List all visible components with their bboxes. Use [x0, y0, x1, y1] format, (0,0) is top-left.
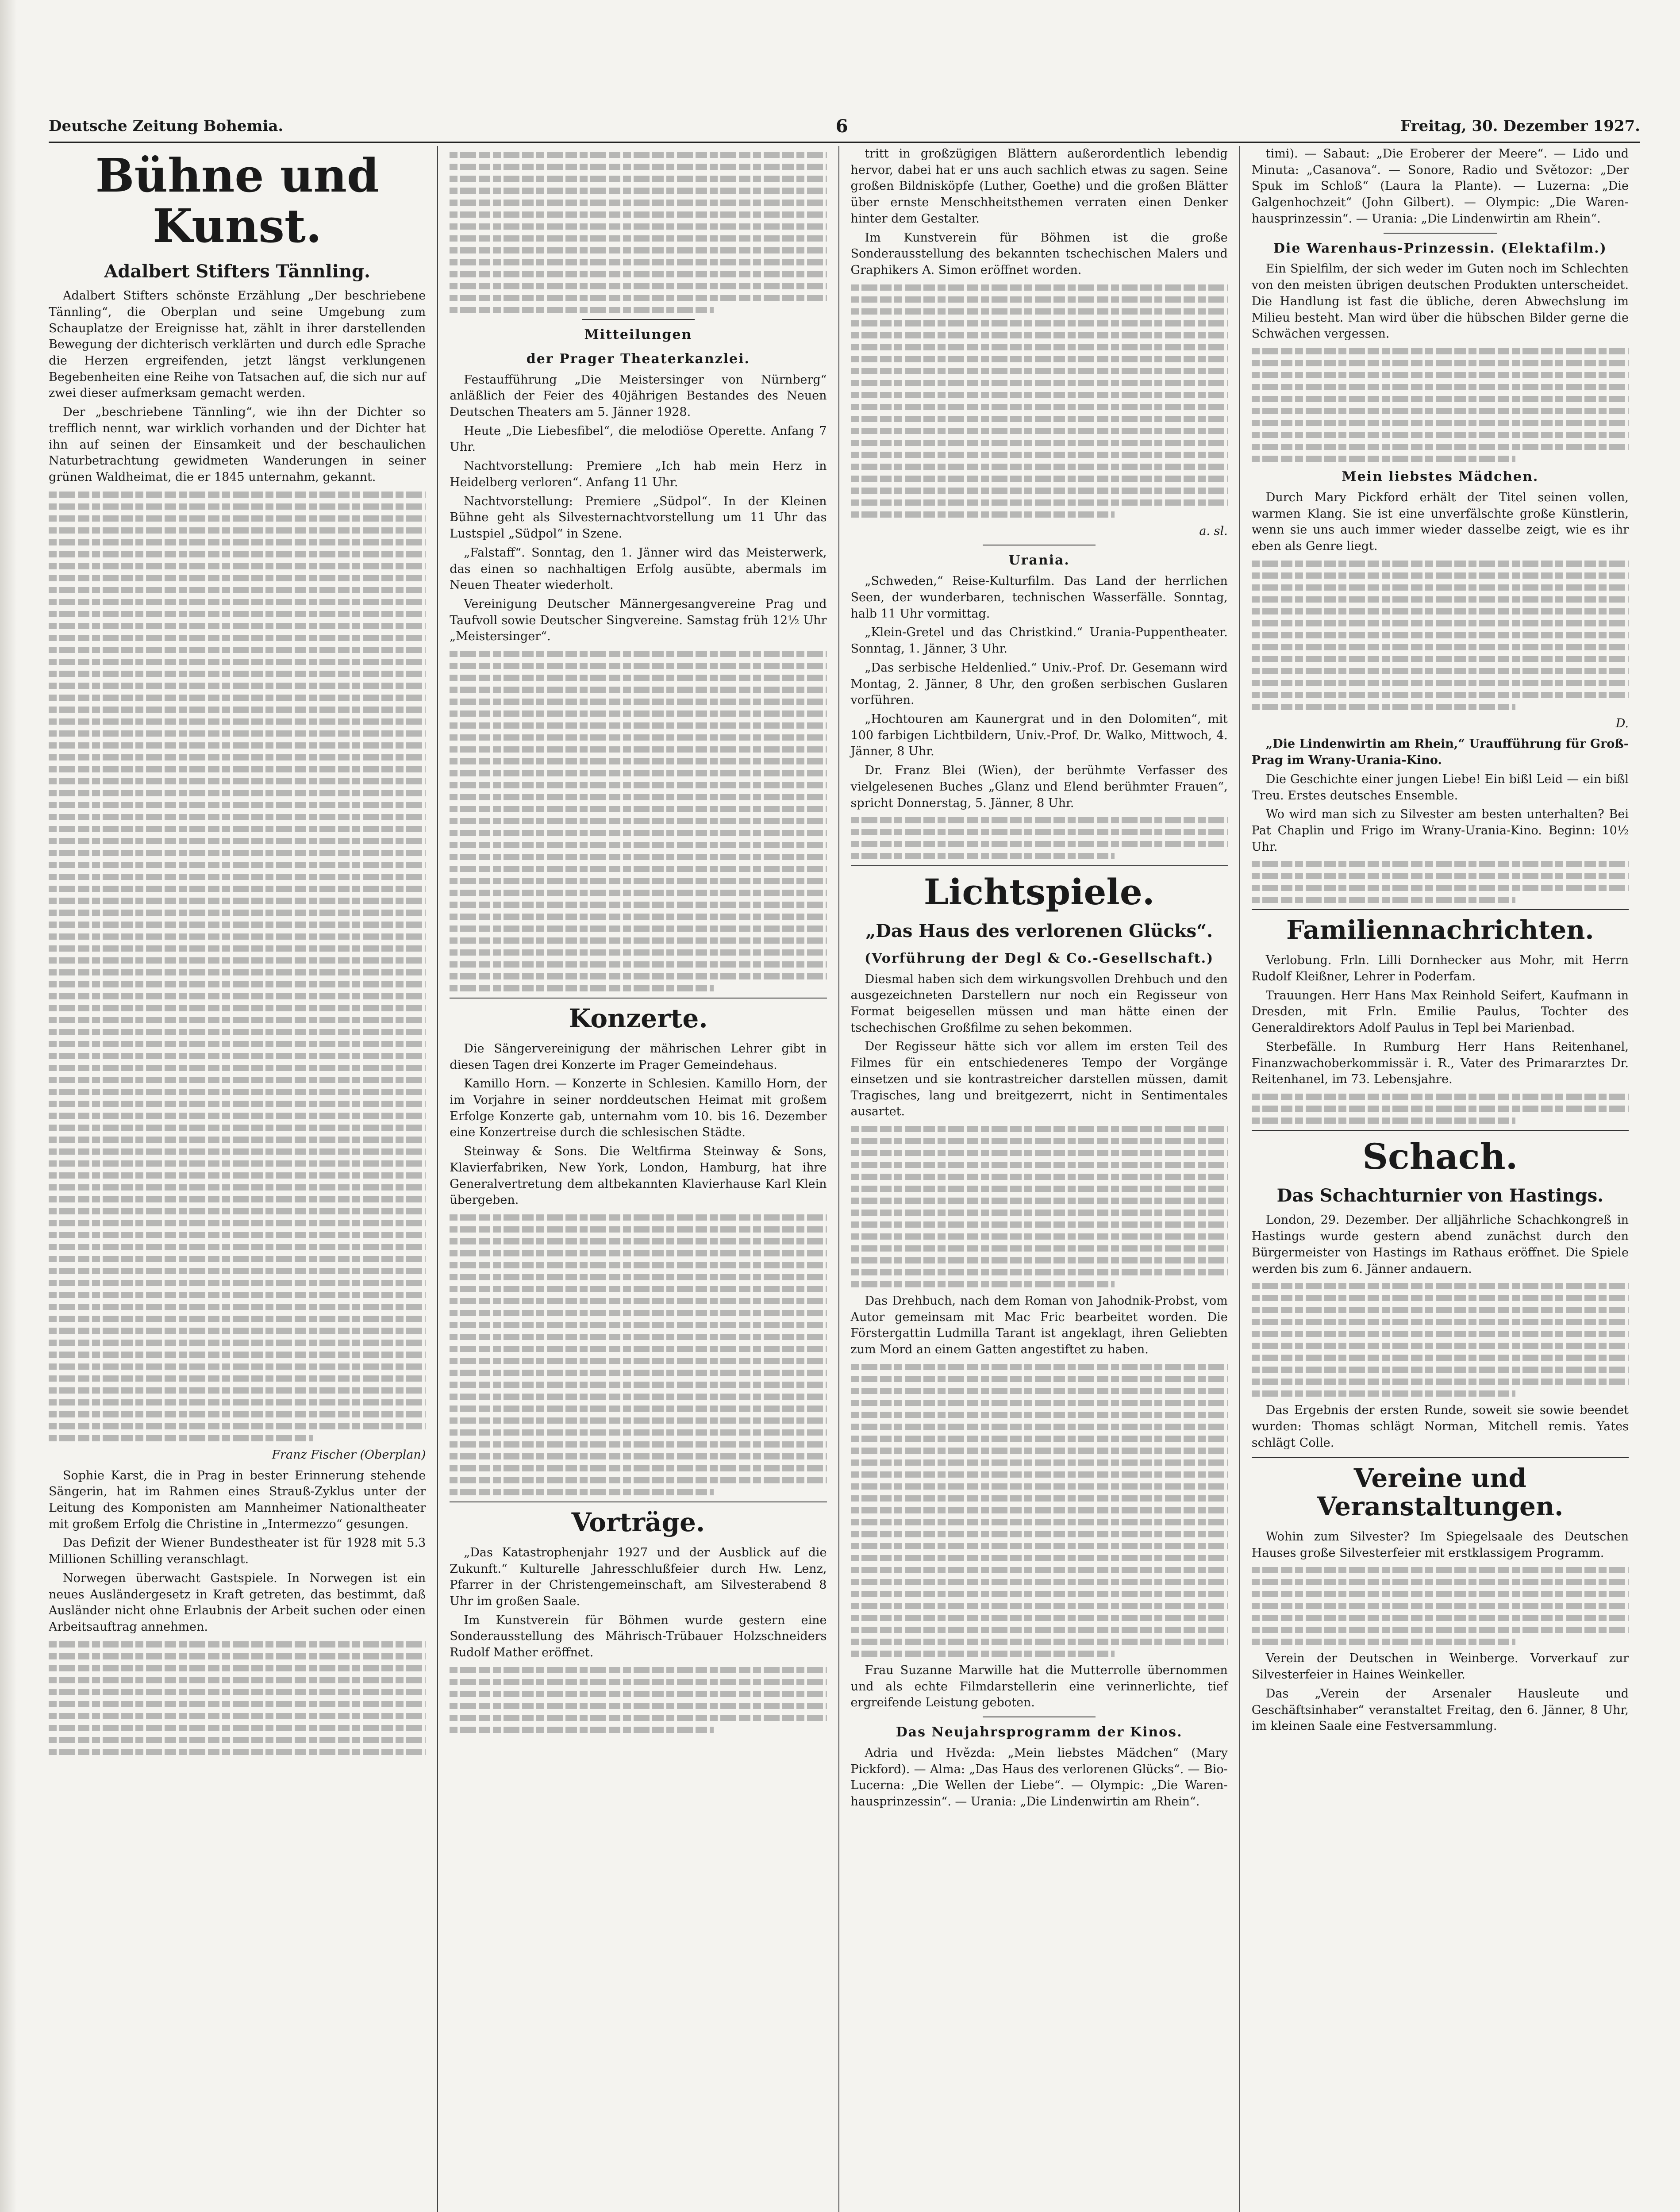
- divider: [1252, 909, 1629, 910]
- text-block: [450, 1214, 827, 1495]
- paragraph: Trauungen. Herr Hans Max Reinhold Seifert, Kaufmann in Dresden, mit Frln. Emilie Paulus, Tochter des Generaldirektors Adolf Paulus in Tepl bei Marienbad.: [1251, 988, 1629, 1035]
- divider: [582, 319, 695, 320]
- paragraph: Im Kunstverein für Böhmen ist die große Sonderausstellung des bekannten tschechischen Malers und Graphikers A. Simon eröffnet worden.: [850, 230, 1228, 277]
- kino-program-title: Das Neujahrsprogramm der Kinos.: [896, 1724, 1183, 1740]
- paragraph: Das Defizit der Wiener Bundestheater ist für 1928 mit 5.3 Millionen Schilling veranschlagt.: [49, 1536, 426, 1567]
- paragraph: Im Kunstverein für Böhmen wurde gestern eine Sonderausstellung des Mährisch-Trübauer Holzschneiders Rudolf Mather eröffnet.: [450, 1613, 827, 1660]
- paragraph: Verein der Deutschen in Weinberge. Vorverkauf zur Silvesterfeier in Haines Weinkeller.: [1251, 1651, 1629, 1682]
- section-subtitle-mitteilungen: der Prager Theaterkanzlei.: [526, 351, 750, 367]
- paragraph: Heute „Die Liebesfibel“, die melodiöse Operette. Anfang 7 Uhr.: [450, 424, 827, 454]
- paragraph: „Die Lindenwirtin am Rhein,“ Uraufführung für Groß-Prag im Wrany-Urania-Kino.: [1251, 737, 1629, 768]
- section-title-lichtspiele: Lichtspiele.: [923, 871, 1155, 913]
- section-title-buehne: Bühne und Kunst.: [95, 148, 379, 253]
- section-title-urania: Urania.: [1008, 553, 1070, 568]
- columns: [49, 146, 1640, 2212]
- paragraph: Vereinigung Deutscher Männergesangvereine Prag und Taufvoll sowie Deutscher Singvereine. Samstag früh 12½ Uhr „Meistersinger“.: [450, 597, 827, 644]
- paragraph: Sterbefälle. In Rumburg Herr Hans Reitenhanel, Finanzwachoberkommissär i. R., Vater des Primararztes Dr. Reitenhanel, im 73. Lebensjahre.: [1251, 1040, 1629, 1087]
- text-block: [1252, 1567, 1629, 1645]
- paragraph: „Schweden,“ Reise-Kulturfilm. Das Land der herrlichen Seen, der wunderbaren, technischen Wasserfälle. Sonntag, halb 11 Uhr vormittag.: [850, 574, 1228, 621]
- paragraph: Der „beschriebene Tännling“, wie ihn der Dichter so trefflich nennt, war wirklich vorhanden und der Dichter hat ihn auf seinen der Einsamkeit und der beschaulichen Naturbetrachtung gewidmeten Wanderungen in seiner grünen Waldheimat, die er 1845 unternahm, gekannt.: [49, 405, 426, 484]
- paragraph: Verlobung. Frln. Lilli Dornhecker aus Mohr, mit Herrn Rudolf Kleißner, Lehrer in Poderfam.: [1251, 953, 1629, 983]
- column-3: [839, 146, 1240, 2212]
- paragraph: Festaufführung „Die Meistersinger von Nürnberg“ anläßlich der Feier des 40jährigen Bestandes des Neuen Deutschen Theaters am 5. Jänner 1928.: [450, 373, 827, 419]
- text-block: [49, 492, 426, 1441]
- schach-subtitle: Das Schachturnier von Hastings.: [1276, 1185, 1604, 1206]
- paragraph: Der Regisseur hätte sich vor allem im ersten Teil des Filmes für ein entschiedeneres Tempo der Vorgänge einsetzen und sie kontrastreicher darstellen müssen, damit Tragisches, lang und breitgezerrt, nicht in Sentimentales ausartet.: [850, 1040, 1228, 1119]
- text-block: [1252, 1283, 1629, 1397]
- page-header: [49, 111, 1640, 143]
- author-signature: Franz Fischer (Oberplan): [272, 1448, 426, 1462]
- column-1: [49, 146, 438, 2212]
- paragraph: Wohin zum Silvester? Im Spiegelsaale des Deutschen Hauses große Silvesterfeier mit erstklassigem Programm.: [1251, 1529, 1629, 1560]
- paragraph: „Das serbische Heldenlied.“ Univ.-Prof. Dr. Gesemann wird Montag, 2. Jänner, 8 Uhr, den großen serbischen Guslaren vorführen.: [850, 661, 1228, 707]
- page-edge: [0, 0, 17, 2212]
- text-block: [450, 651, 827, 991]
- text-block: [851, 1364, 1228, 1657]
- text-block: [450, 1667, 827, 1733]
- author-signature: a. sl.: [1199, 524, 1228, 538]
- paragraph: Norwegen überwacht Gastspiele. In Norwegen ist ein neues Ausländergesetz in Kraft getreten, das bestimmt, daß Ausländer nicht ohne Erlaubnis der Arbeit suchen oder einen Arbeitsauftrag annehmen.: [49, 1571, 426, 1634]
- section-title-schach: Schach.: [1362, 1135, 1518, 1177]
- column-2: [438, 146, 839, 2212]
- paragraph: Das Drehbuch, nach dem Roman von Jahodnik-Probst, vom Autor gemeinsam mit Mac Fric bearbeitet worden. Die Förstergattin Ludmilla Tarant ist angeklagt, ihren Geliebten zum Mord an einem Gatten angestiftet zu haben.: [850, 1294, 1228, 1357]
- film-title: „Das Haus des verlorenen Glücks“.: [865, 921, 1213, 942]
- paragraph: Ein Spielfilm, der sich weder im Guten noch im Schlechten von den meisten übrigen deutschen Produkten unterscheidet. Die Handlung ist fast die übliche, deren Abwechslung im Milieu besteht. Man wird über die hübschen Bilder gerne die Schwächen vergessen.: [1251, 262, 1629, 341]
- paragraph: Nachtvorstellung: Premiere „Ich hab mein Herz in Heidelberg verloren“. Anfang 11 Uhr.: [450, 459, 827, 489]
- page-number: 6: [835, 115, 848, 137]
- paragraph: Diesmal haben sich dem wirkungsvollen Drehbuch und den ausgezeichneten Darstellern nur noch ein Regisseur von Format beigesellen müssen und man hätte einen der tschechischen Großfilme zu sehen bekommen.: [850, 972, 1228, 1035]
- section-title-mitteilungen: Mitteilungen: [584, 327, 692, 342]
- section-title-konzerte: Konzerte.: [569, 1003, 708, 1034]
- paragraph: Sophie Karst, die in Prag in bester Erinnerung stehende Sängerin, hat im Rahmen eines Strauß-Zyklus unter der Leitung des Komponisten am Mannheimer Nationaltheater mit großem Erfolg die Christine in „Intermezzo“ gesungen.: [49, 1468, 426, 1531]
- issue-date: Freitag, 30. Dezember 1927.: [1400, 117, 1640, 135]
- paragraph: Durch Mary Pickford erhält der Titel seinen vollen, warmen Klang. Sie ist eine unverfälschte große Künstlerin, wenn sie uns auch immer wieder dasselbe zeigt, wie es ihr eben als Genre liegt.: [1251, 490, 1629, 553]
- text-block: [49, 1641, 426, 1755]
- text-block: [851, 284, 1228, 518]
- divider: [1384, 233, 1497, 234]
- paragraph: London, 29. Dezember. Der alljährliche Schachkongreß in Hastings wurde gestern abend zunächst durch den Bürgermeister von Hastings im Rathaus eröffnet. Die Spiele werden bis zum 6. Jänner andauern.: [1251, 1213, 1629, 1276]
- section-title-vereine: Vereine und Veranstaltungen.: [1317, 1463, 1564, 1522]
- paragraph: „Klein-Gretel und das Christkind.“ Urania-Puppentheater. Sonntag, 1. Jänner, 3 Uhr.: [850, 626, 1228, 656]
- paragraph: Adria und Hvězda: „Mein liebstes Mädchen“ (Mary Pickford). — Alma: „Das Haus des verlorenen Glücks“. — Bio-Lucerna: „Die Wellen der Liebe“. — Olympic: „Die Waren-hausprinzessin“. — Urania: „Die Lindenwirtin am Rhein“.: [850, 1746, 1228, 1809]
- paragraph: Steinway & Sons. Die Weltfirma Steinway & Sons, Klavierfabriken, New York, London, Hamburg, hat ihre Generalvertretung dem altbekannten Klavierhause Karl Klein übergeben.: [450, 1144, 827, 1207]
- paragraph: tritt in großzügigen Blättern außerordentlich lebendig hervor, dabei hat er uns auch sachlich etwas zu sagen. Seine großen Bildnisköpfe (Luther, Goethe) und die großen Blätter über ernste Menschheitsthemen verraten einen Denker hinter dem Gestalter.: [850, 147, 1228, 226]
- paragraph: Wo wird man sich zu Silvester am besten unterhalten? Bei Pat Chaplin und Frigo im Wrany-Urania-Kino. Beginn: 10½ Uhr.: [1251, 807, 1629, 854]
- author-signature: D.: [1615, 716, 1629, 730]
- film-review-title: Mein liebstes Mädchen.: [1342, 469, 1539, 484]
- text-block: [851, 1126, 1228, 1287]
- film-review-title: Die Warenhaus-Prinzessin. (Elektafilm.): [1273, 240, 1607, 256]
- paragraph: timi). — Sabaut: „Die Eroberer der Meere“. — Lido und Minuta: „Casanova“. — Sonore, Radio und Světozor: „Der Spuk im Schloß“ (Laura la Plante). — Luzerna: „Die Galgenhochzeit“ (John Gilbert). — Olympic: „Die Waren-hausprinzessin“. — Urania: „Die Lindenwirtin am Rhein“.: [1251, 147, 1629, 226]
- paragraph: Die Sängervereinigung der mährischen Lehrer gibt in diesen Tagen drei Konzerte im Prager Gemeindehaus.: [450, 1041, 827, 1072]
- text-block: [1252, 1094, 1629, 1124]
- paragraph: Dr. Franz Blei (Wien), der berühmte Verfasser des vielgelesenen Buches „Glanz und Elend berühmter Frauen“, spricht Donnerstag, 5. Jänner, 8 Uhr.: [850, 764, 1228, 810]
- divider: [1252, 1457, 1629, 1458]
- article-title-taennling: Adalbert Stifters Tännling.: [104, 261, 370, 282]
- paragraph: Adalbert Stifters schönste Erzählung „Der beschriebene Tännling“, die Oberplan und seine Umgebung zum Schauplatze der Ereignisse hat, zählt in ihrer darstellenden Bewegung der dichterisch verklärten und durch edle Sprache die Herzen ergreifenden, jetzt längst verklungenen Begebenheiten eine Reihe von Tatsachen auf, die sich nur auf zwei dieser aufmerksam gemacht werden.: [49, 289, 426, 400]
- column-4: [1240, 146, 1640, 2212]
- paragraph: Kamillo Horn. — Konzerte in Schlesien. Kamillo Horn, der im Vorjahre in seiner norddeutschen Heimat mit großem Erfolge Konzerte gab, unternahm vom 10. bis 16. Dezember eine Konzertreise durch die schlesischen Städte.: [450, 1077, 827, 1140]
- paragraph: Nachtvorstellung: Premiere „Südpol“. In der Kleinen Bühne geht als Silvesternachtvorstellung um 11 Uhr das Lustspiel „Südpol“ in Szene.: [450, 494, 827, 541]
- paragraph: Das „Verein der Arsenaler Hausleute und Geschäftsinhaber“ veranstaltet Freitag, den 6. Jänner, 8 Uhr, im kleinen Saale eine Festversammlung.: [1251, 1686, 1629, 1733]
- text-block: [1252, 348, 1629, 462]
- section-title-familien: Familiennachrichten.: [1286, 915, 1594, 945]
- text-block: [450, 152, 827, 313]
- text-block: [1252, 561, 1629, 710]
- film-subtitle: (Vorführung der Degl & Co.-Gesellschaft.): [865, 950, 1214, 966]
- paragraph: Frau Suzanne Marwille hat die Mutterrolle übernommen und als echte Filmdarstellerin eine verinnerlichte, tief ergreifende Leistung geboten.: [850, 1663, 1228, 1710]
- section-title-vortraege: Vorträge.: [571, 1507, 705, 1538]
- divider: [1252, 1130, 1629, 1131]
- divider: [851, 865, 1228, 866]
- paragraph: „Das Katastrophenjahr 1927 und der Ausblick auf die Zukunft.“ Kulturelle Jahresschlußfeier durch Hw. Lenz, Pfarrer in der Christengemeinschaft, am Silvesterabend 8 Uhr im großen Saale.: [450, 1545, 827, 1609]
- newspaper-name: Deutsche Zeitung Bohemia.: [49, 117, 284, 135]
- paragraph: Die Geschichte einer jungen Liebe! Ein bißl Leid — ein bißl Treu. Erstes deutsches Ensemble.: [1251, 772, 1629, 803]
- text-block: [851, 817, 1228, 859]
- paragraph: „Hochtouren am Kaunergrat und in den Dolomiten“, mit 100 farbigen Lichtbildern, Univ.-Prof. Dr. Walko, Mittwoch, 4. Jänner, 8 Uhr.: [850, 712, 1228, 759]
- text-block: [1252, 861, 1629, 903]
- paragraph: Das Ergebnis der ersten Runde, soweit sie sowie beendet wurden: Thomas schlägt Norman, Mitchell remis. Yates schlägt Colle.: [1251, 1403, 1629, 1450]
- paragraph: „Falstaff“. Sonntag, den 1. Jänner wird das Meisterwerk, das einen so nachhaltigen Erfolg ausübte, abermals im Neuen Theater wiederholt.: [450, 545, 827, 592]
